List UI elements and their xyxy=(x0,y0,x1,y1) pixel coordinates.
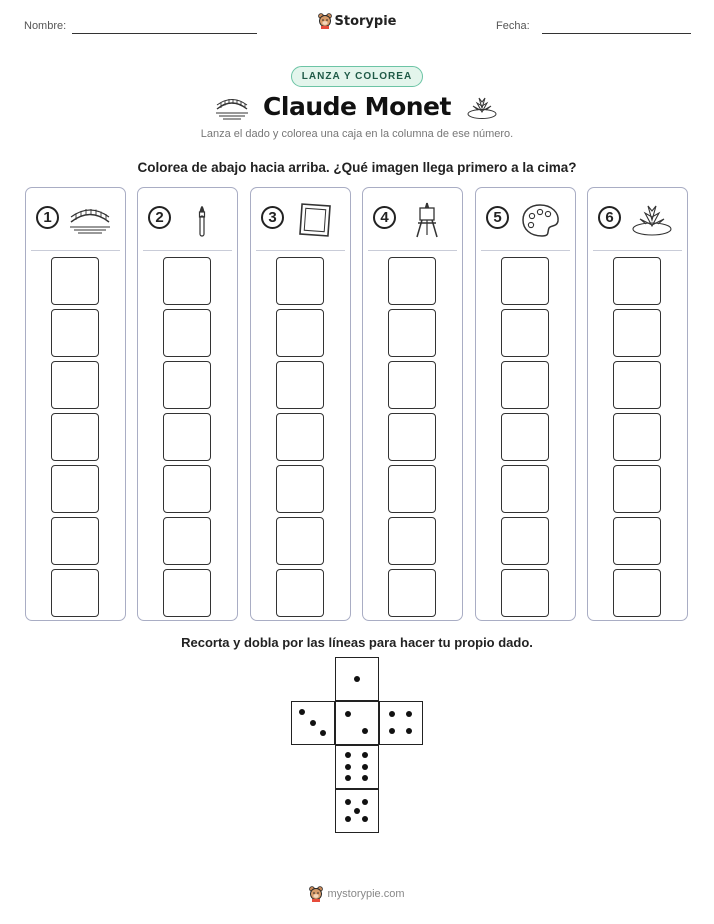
color-box[interactable] xyxy=(276,569,324,617)
easel-icon xyxy=(405,202,449,238)
column-2 xyxy=(137,187,238,621)
bear-mascot-icon xyxy=(318,13,332,29)
color-box[interactable] xyxy=(388,309,436,357)
color-box[interactable] xyxy=(613,465,661,513)
water-lily-icon xyxy=(465,94,499,120)
bear-mascot-icon xyxy=(309,886,323,902)
column-1 xyxy=(25,187,126,621)
die-face-4 xyxy=(379,701,423,745)
die-face-5 xyxy=(335,789,379,833)
color-box[interactable] xyxy=(501,413,549,461)
die-pip xyxy=(345,799,351,805)
column-header xyxy=(251,202,350,238)
color-box[interactable] xyxy=(388,465,436,513)
cut-instruction: Recorta y dobla por las líneas para hacer tu propio dado. xyxy=(181,635,533,650)
column-divider xyxy=(481,250,570,251)
column-4 xyxy=(362,187,463,621)
die-pip xyxy=(345,775,351,781)
color-box[interactable] xyxy=(276,517,324,565)
color-box[interactable] xyxy=(276,309,324,357)
column-number: 2 xyxy=(148,206,171,229)
column-header xyxy=(138,202,237,238)
color-box[interactable] xyxy=(276,361,324,409)
color-box[interactable] xyxy=(51,361,99,409)
column-6 xyxy=(587,187,688,621)
color-box[interactable] xyxy=(163,309,211,357)
color-box[interactable] xyxy=(613,257,661,305)
color-box[interactable] xyxy=(276,413,324,461)
column-number: 4 xyxy=(373,206,396,229)
color-box[interactable] xyxy=(501,257,549,305)
activity-badge: LANZA Y COLOREA xyxy=(291,66,423,87)
color-box[interactable] xyxy=(163,569,211,617)
color-box[interactable] xyxy=(163,257,211,305)
color-box[interactable] xyxy=(163,361,211,409)
color-box[interactable] xyxy=(388,257,436,305)
die-pip xyxy=(389,728,395,734)
paintbrush-icon xyxy=(180,202,224,238)
die-pip xyxy=(406,728,412,734)
color-box[interactable] xyxy=(388,517,436,565)
color-box[interactable] xyxy=(51,257,99,305)
die-face-3 xyxy=(291,701,335,745)
color-box[interactable] xyxy=(163,465,211,513)
die-pip xyxy=(362,728,368,734)
water-lily-icon xyxy=(630,202,674,238)
color-box[interactable] xyxy=(501,465,549,513)
die-pip xyxy=(362,764,368,770)
column-divider xyxy=(31,250,120,251)
color-box[interactable] xyxy=(501,517,549,565)
column-divider xyxy=(256,250,345,251)
footer xyxy=(0,886,714,907)
column-divider xyxy=(593,250,682,251)
column-divider xyxy=(368,250,457,251)
color-box[interactable] xyxy=(388,569,436,617)
column-5 xyxy=(475,187,576,621)
color-box[interactable] xyxy=(388,361,436,409)
die-face-6 xyxy=(335,745,379,789)
color-box[interactable] xyxy=(163,413,211,461)
color-box[interactable] xyxy=(501,569,549,617)
column-number: 5 xyxy=(486,206,509,229)
color-box[interactable] xyxy=(51,413,99,461)
color-box[interactable] xyxy=(501,309,549,357)
die-pip xyxy=(389,711,395,717)
page-title: Claude Monet xyxy=(263,92,451,121)
column-header xyxy=(476,202,575,238)
column-3 xyxy=(250,187,351,621)
bridge-icon xyxy=(215,94,249,120)
die-pip xyxy=(345,816,351,822)
brand-name: Storypie xyxy=(334,13,397,29)
color-box[interactable] xyxy=(501,361,549,409)
name-label: Nombre: xyxy=(24,20,67,32)
die-pip xyxy=(299,709,305,715)
color-box[interactable] xyxy=(388,413,436,461)
column-header xyxy=(26,202,125,238)
column-number: 6 xyxy=(598,206,621,229)
date-line[interactable] xyxy=(542,33,691,34)
color-box[interactable] xyxy=(163,517,211,565)
color-box[interactable] xyxy=(51,569,99,617)
die-pip xyxy=(345,711,351,717)
die-face-1 xyxy=(335,657,379,701)
picture-frame-icon xyxy=(293,202,337,238)
coloring-instruction: Colorea de abajo hacia arriba. ¿Qué imagen llega primero a la cima? xyxy=(137,160,577,175)
die-pip xyxy=(320,730,326,736)
date-label: Fecha: xyxy=(496,20,530,32)
die-pip xyxy=(354,676,360,682)
die-pip xyxy=(345,752,351,758)
color-box[interactable] xyxy=(51,465,99,513)
subtitle: Lanza el dado y colorea una caja en la columna de ese número. xyxy=(200,128,514,140)
color-box[interactable] xyxy=(613,517,661,565)
color-box[interactable] xyxy=(613,309,661,357)
color-box[interactable] xyxy=(276,465,324,513)
column-header xyxy=(588,202,687,238)
column-divider xyxy=(143,250,232,251)
column-header xyxy=(363,202,462,238)
brand-logo xyxy=(0,13,714,34)
die-pip xyxy=(362,816,368,822)
color-box[interactable] xyxy=(51,309,99,357)
die-pip xyxy=(354,808,360,814)
die-pip xyxy=(406,711,412,717)
color-box[interactable] xyxy=(613,569,661,617)
die-pip xyxy=(345,764,351,770)
footer-url: mystorypie.com xyxy=(327,888,405,900)
die-pip xyxy=(310,720,316,726)
column-number: 1 xyxy=(36,206,59,229)
die-face-2 xyxy=(335,701,379,745)
color-box[interactable] xyxy=(276,257,324,305)
die-pip xyxy=(362,775,368,781)
color-box[interactable] xyxy=(613,361,661,409)
title-row xyxy=(0,92,714,121)
color-box[interactable] xyxy=(51,517,99,565)
die-pip xyxy=(362,799,368,805)
column-number: 3 xyxy=(261,206,284,229)
color-box[interactable] xyxy=(613,413,661,461)
palette-icon xyxy=(518,202,562,238)
bridge-icon xyxy=(68,202,112,238)
die-pip xyxy=(362,752,368,758)
